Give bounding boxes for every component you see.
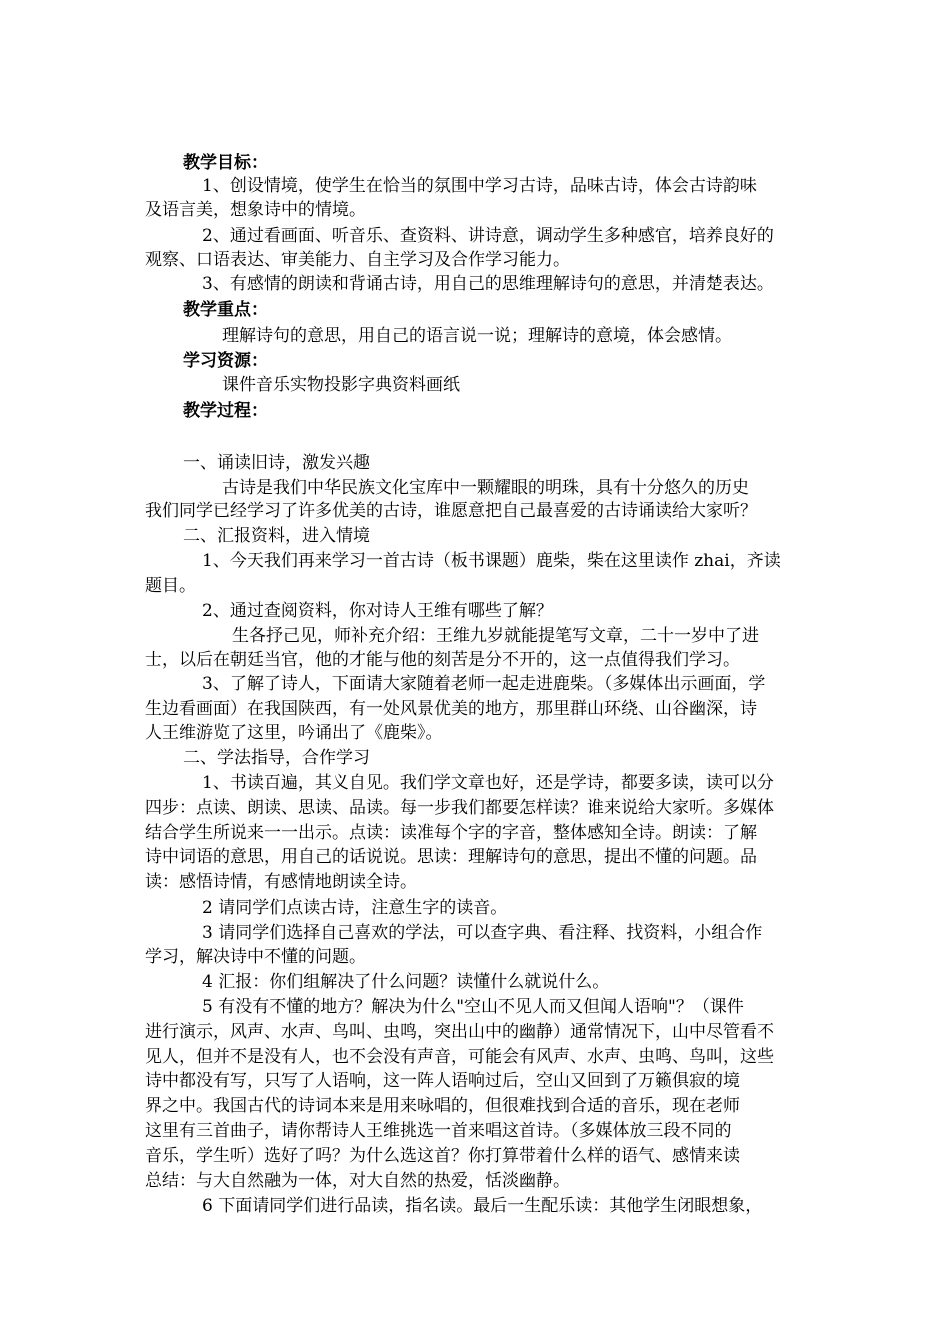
paragraph-line: 生各抒己见，师补充介绍：王维九岁就能提笔写文章，二十一岁中了进 <box>232 626 759 646</box>
paragraph-line: 6 下面请同学们进行品读，指名读。最后一生配乐读：其他学生闭眼想象， <box>202 1196 763 1216</box>
paragraph-line: 这里有三首曲子，请你帮诗人王维挑选一首来唱这首诗。（多媒体放三段不同的 <box>145 1121 732 1141</box>
paragraph-line: 见人，但并不是没有人，也不会没有声音，可能会有风声、水声、虫鸣、鸟叫，这些 <box>145 1047 774 1067</box>
paragraph-line: 3、有感情的朗读和背诵古诗，用自己的思维理解诗句的意思，并清楚表达。 <box>202 274 774 294</box>
paragraph-line: 学习，解决诗中不懂的问题。 <box>145 947 366 967</box>
paragraph-line: 3 请同学们选择自己喜欢的学法，可以查字典、看注释、找资料，小组合作 <box>202 923 763 943</box>
paragraph-line: 1、今天我们再来学习一首古诗（板书课题）鹿柴，柴在这里读作 zhai，齐读 <box>202 551 781 571</box>
paragraph-line: 诗中词语的意思，用自己的话说说。思读：理解诗句的意思，提出不懂的问题。品 <box>145 847 757 867</box>
section-title: 二、汇报资料，进入情境 <box>183 526 370 546</box>
paragraph-line: 观察、口语表达、审美能力、自主学习及合作学习能力。 <box>145 250 570 270</box>
paragraph-line: 3、了解了诗人，下面请大家随着老师一起走进鹿柴。（多媒体出示画面，学 <box>202 674 766 694</box>
paragraph-line: 古诗是我们中华民族文化宝库中一颗耀眼的明珠，具有十分悠久的历史 <box>222 478 749 498</box>
paragraph-line: 进行演示，风声、水声、鸟叫、虫鸣，突出山中的幽静）通常情况下，山中尽管看不 <box>145 1022 774 1042</box>
paragraph-line: 5 有没有不懂的地方？解决为什么"空山不见人而又但闻人语响"？（课件 <box>202 997 744 1017</box>
section-title: 一、诵读旧诗，激发兴趣 <box>183 453 370 473</box>
paragraph-line: 4 汇报：你们组解决了什么问题？读懂什么就说什么。 <box>202 972 610 992</box>
paragraph-line: 四步：点读、朗读、思读、品读。每一步我们都要怎样读？谁来说给大家听。多媒体 <box>145 798 774 818</box>
paragraph-line: 课件音乐实物投影字典资料画纸 <box>222 375 460 395</box>
heading-teaching-focus: 教学重点： <box>183 300 268 320</box>
paragraph-line: 及语言美，想象诗中的情境。 <box>145 200 366 220</box>
paragraph-line: 结合学生所说来一一出示。点读：读准每个字的字音，整体感知全诗。朗读：了解 <box>145 823 757 843</box>
paragraph-line: 士，以后在朝廷当官，他的才能与他的刻苦是分不开的，这一点值得我们学习。 <box>145 650 740 670</box>
paragraph-line: 我们同学已经学习了许多优美的古诗，谁愿意把自己最喜爱的古诗诵读给大家听？ <box>145 501 757 521</box>
paragraph-line: 诗中都没有写，只写了人语响，这一阵人语响过后，空山又回到了万籁俱寂的境 <box>145 1071 740 1091</box>
heading-teaching-process: 教学过程： <box>183 401 268 421</box>
paragraph-line: 2 请同学们点读古诗，注意生字的读音。 <box>202 898 508 918</box>
paragraph-line: 1、书读百遍，其义自见。我们学文章也好，还是学诗，都要多读，读可以分 <box>202 773 774 793</box>
paragraph-line: 生边看画面）在我国陕西，有一处风景优美的地方，那里群山环绕、山谷幽深，诗 <box>145 699 757 719</box>
paragraph-line: 2、通过看画面、听音乐、查资料、讲诗意，调动学生多种感官，培养良好的 <box>202 226 774 246</box>
paragraph-line: 读：感悟诗情，有感情地朗读全诗。 <box>145 872 417 892</box>
paragraph-line: 题目。 <box>145 576 196 596</box>
heading-teaching-goals: 教学目标： <box>183 153 268 173</box>
heading-learning-resources: 学习资源： <box>183 351 268 371</box>
section-title: 二、学法指导，合作学习 <box>183 748 370 768</box>
paragraph-line: 1、创设情境，使学生在恰当的氛围中学习古诗，品味古诗，体会古诗韵味 <box>202 176 757 196</box>
paragraph-line: 音乐，学生听）选好了吗？为什么选这首？你打算带着什么样的语气、感情来读 <box>145 1146 740 1166</box>
paragraph-line: 人王维游览了这里，吟诵出了《鹿柴》。 <box>145 723 443 743</box>
paragraph-line: 界之中。我国古代的诗词本来是用来咏唱的，但很难找到合适的音乐，现在老师 <box>145 1096 740 1116</box>
paragraph-line: 理解诗句的意思，用自己的语言说一说；理解诗的意境，体会感情。 <box>222 326 732 346</box>
paragraph-line: 总结：与大自然融为一体，对大自然的热爱，恬淡幽静。 <box>145 1171 570 1191</box>
paragraph-line: 2、通过查阅资料，你对诗人王维有哪些了解？ <box>202 601 553 621</box>
